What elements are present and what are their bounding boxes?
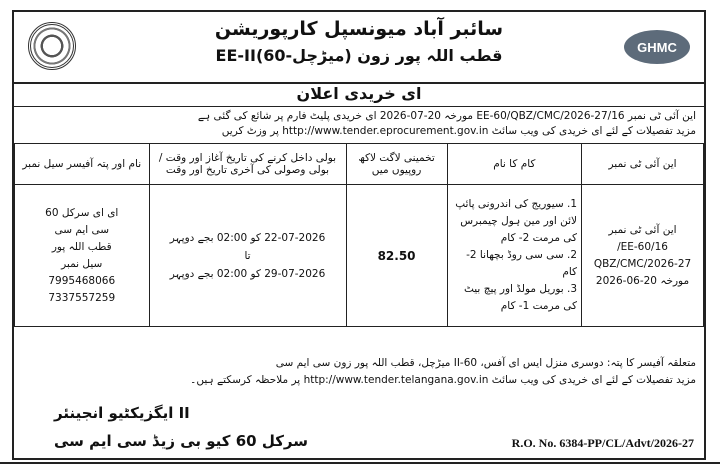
release-order-number: R.O. No. 6384-PP/CL/Advt/2026-27 — [511, 436, 694, 450]
officer-org: سی ایم سی — [54, 223, 110, 236]
title-row — [14, 84, 704, 107]
work-item-2: 2. سی سی روڈ بچھانا 2- کام — [466, 249, 578, 278]
phone-number-2: 7337557259 — [48, 291, 116, 304]
tender-number-part1: 16/EE-60/ — [617, 240, 668, 253]
cell-officer-contact — [15, 185, 150, 327]
table-row — [15, 185, 704, 327]
organization-name: سائبر آباد میونسپل کارپوریشن — [214, 18, 504, 40]
cell-number-label: سیل نمبر — [61, 257, 103, 270]
header-tender-no: این آئی ٹی نمبر — [582, 144, 704, 185]
signatory-office: سرکل 60 کیو بی زیڈ سی ایم سی — [54, 432, 309, 450]
ghmc-logo: GHMC — [624, 30, 690, 64]
date-range-separator: تا — [244, 249, 251, 262]
intro-line-1: این آئی ٹی نمبر 16/EE-60/QBZ/CMC/2026-27 مورخہ 20-07-2026 ای خریدی پلیٹ فارم پر شائع کی گئی ہے — [197, 110, 696, 122]
table-header-row — [15, 144, 704, 185]
notice-title: ای خریدی اعلان — [296, 84, 422, 103]
notice-header — [14, 12, 704, 84]
work-item-1: 1. سیوریج کی اندرونی پائپ لائن اور مین ہول چیمبرس کی مرمت 2- کام — [455, 198, 578, 244]
intro-line-2: مزید تفصیلات کے لئے ای خریدی کی ویب سائٹ http://www.tender.eprocurement.gov.in پر وزٹ کریں — [221, 125, 696, 137]
header-estimated-cost: تخمینی لاگت لاکھ روپیوں میں — [346, 144, 447, 185]
header-work-name: کام کا نام — [447, 144, 581, 185]
tender-label: این آئی ٹی نمبر — [608, 223, 677, 236]
footer-line-1: متعلقہ آفیسر کا پتہ: دوسری منزل ایس ای آفس، II-60 میڑچل، قطب اللہ پور زون سی ایم سی — [275, 357, 696, 369]
cell-work-name — [447, 185, 581, 327]
cell-bid-dates — [149, 185, 346, 327]
tender-number-part2: QBZ/CMC/2026-27 — [593, 257, 692, 270]
signatory-designation: ایگزیکٹیو انجینئر II — [54, 404, 190, 422]
cell-estimated-cost — [346, 185, 447, 327]
cell-tender-no — [582, 185, 704, 327]
zone-name: EE-II(60-میڑچل) قطب اللہ پور زون — [215, 46, 503, 65]
tender-table — [14, 143, 704, 327]
municipal-seal-icon — [28, 22, 76, 70]
estimated-cost-value: 82.50 — [377, 248, 416, 263]
header-officer-contact: نام اور پتہ آفیسر سیل نمبر — [15, 144, 150, 185]
officer-circle: ای ای سرکل 60 — [45, 206, 119, 219]
bid-start-date: 22-07-2026 کو 02:00 بجے دوپہر — [169, 231, 326, 244]
tender-date: مورخہ 20-06-2026 — [595, 274, 690, 287]
tender-notice — [12, 10, 706, 460]
officer-zone: قطب اللہ پور — [51, 240, 112, 253]
bid-end-date: 29-07-2026 کو 02:00 بجے دوپہر — [169, 267, 326, 280]
footer-line-2: مزید تفصیلات کے لئے ای خریدی کی ویب سائٹ http://www.tender.telangana.gov.in پر ملاحظہ کرسکتے ہیں۔ — [190, 374, 696, 386]
phone-number-1: 7995468066 — [48, 274, 116, 287]
bottom-divider — [0, 462, 720, 464]
header-bid-dates: بولی داخل کرنے کی تاریخ آغاز اور وقت / بولی وصولی کی آخری تاریخ اور وقت — [149, 144, 346, 185]
work-item-3: 3. بوریل مولڈ اور پیچ بیٹ کی مرمت 1- کام — [463, 283, 578, 312]
